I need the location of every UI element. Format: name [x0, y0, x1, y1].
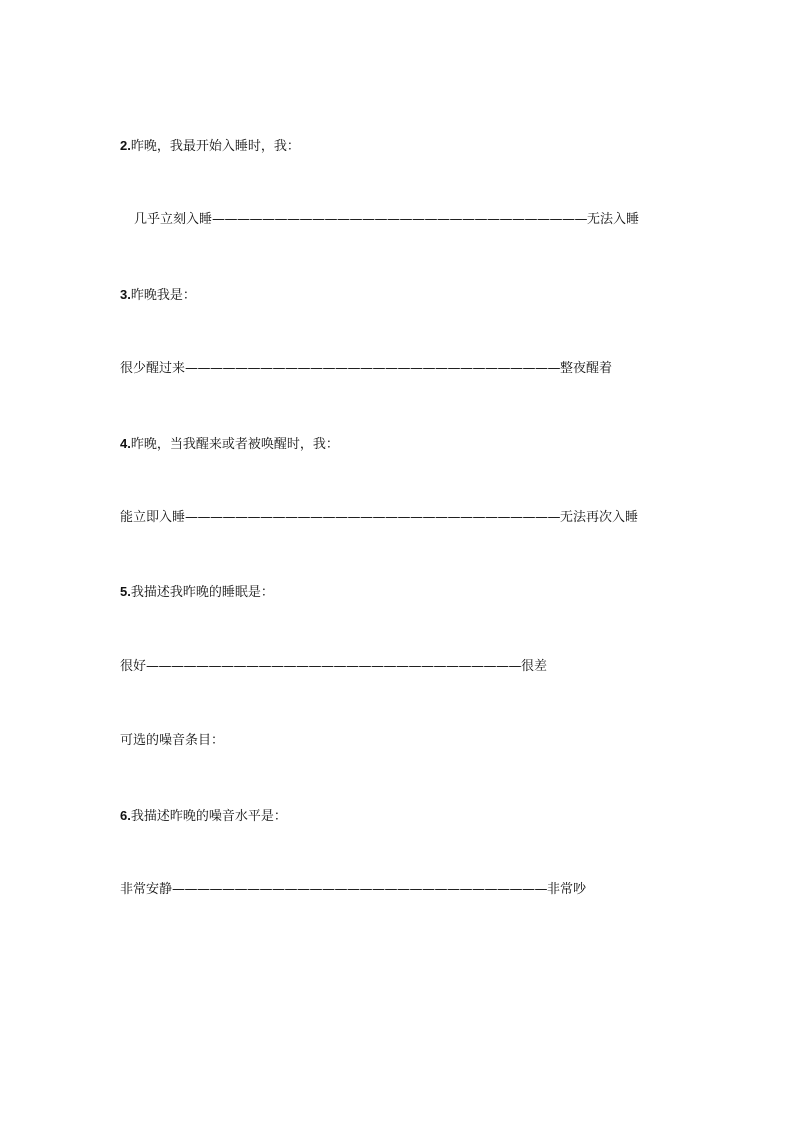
question-text: 我描述我昨晚的睡眠是：: [130, 585, 274, 600]
question-3: [120, 286, 196, 305]
question-6: [120, 807, 287, 826]
scale-right-label: 非常吵: [547, 882, 587, 897]
scale-6: [120, 881, 586, 899]
scale-right-label: 很差: [521, 659, 548, 674]
question-2: [120, 137, 300, 156]
scale-dash-line: ——————————————————————————————: [185, 510, 561, 525]
question-number: 4.: [120, 436, 131, 451]
question-text: 昨晚，当我醒来或者被唤醒时，我：: [130, 437, 339, 452]
scale-4: [120, 509, 638, 527]
question-number: 6.: [120, 808, 131, 823]
question-text: 昨晚我是：: [130, 288, 196, 303]
scale-3: [120, 360, 612, 378]
scale-right-label: 无法再次入睡: [560, 510, 639, 525]
scale-dash-line: ——————————————————————————————: [172, 882, 548, 897]
question-text: 我描述昨晚的噪音水平是：: [130, 809, 287, 824]
scale-left-label: 非常安静: [120, 882, 173, 897]
scale-2: [134, 211, 639, 229]
question-number: 3.: [120, 287, 131, 302]
question-5: [120, 583, 274, 602]
scale-5: [120, 658, 547, 676]
scale-dash-line: ——————————————————————————————: [212, 212, 588, 227]
scale-left-label: 几乎立刻入睡: [134, 212, 213, 227]
scale-right-label: 无法入睡: [587, 212, 640, 227]
scale-dash-line: ——————————————————————————————: [185, 361, 561, 376]
scale-left-label: 很少醒过来: [120, 361, 186, 376]
optional-items-heading: 可选的噪音条目：: [120, 733, 225, 748]
question-4: [120, 435, 339, 454]
question-text: 昨晚，我最开始入睡时，我：: [130, 139, 300, 154]
question-number: 5.: [120, 584, 131, 599]
scale-dash-line: ——————————————————————————————: [146, 659, 522, 674]
scale-left-label: 很好: [120, 659, 147, 674]
scale-left-label: 能立即入睡: [120, 510, 186, 525]
scale-right-label: 整夜醒着: [560, 361, 613, 376]
question-number: 2.: [120, 138, 131, 153]
